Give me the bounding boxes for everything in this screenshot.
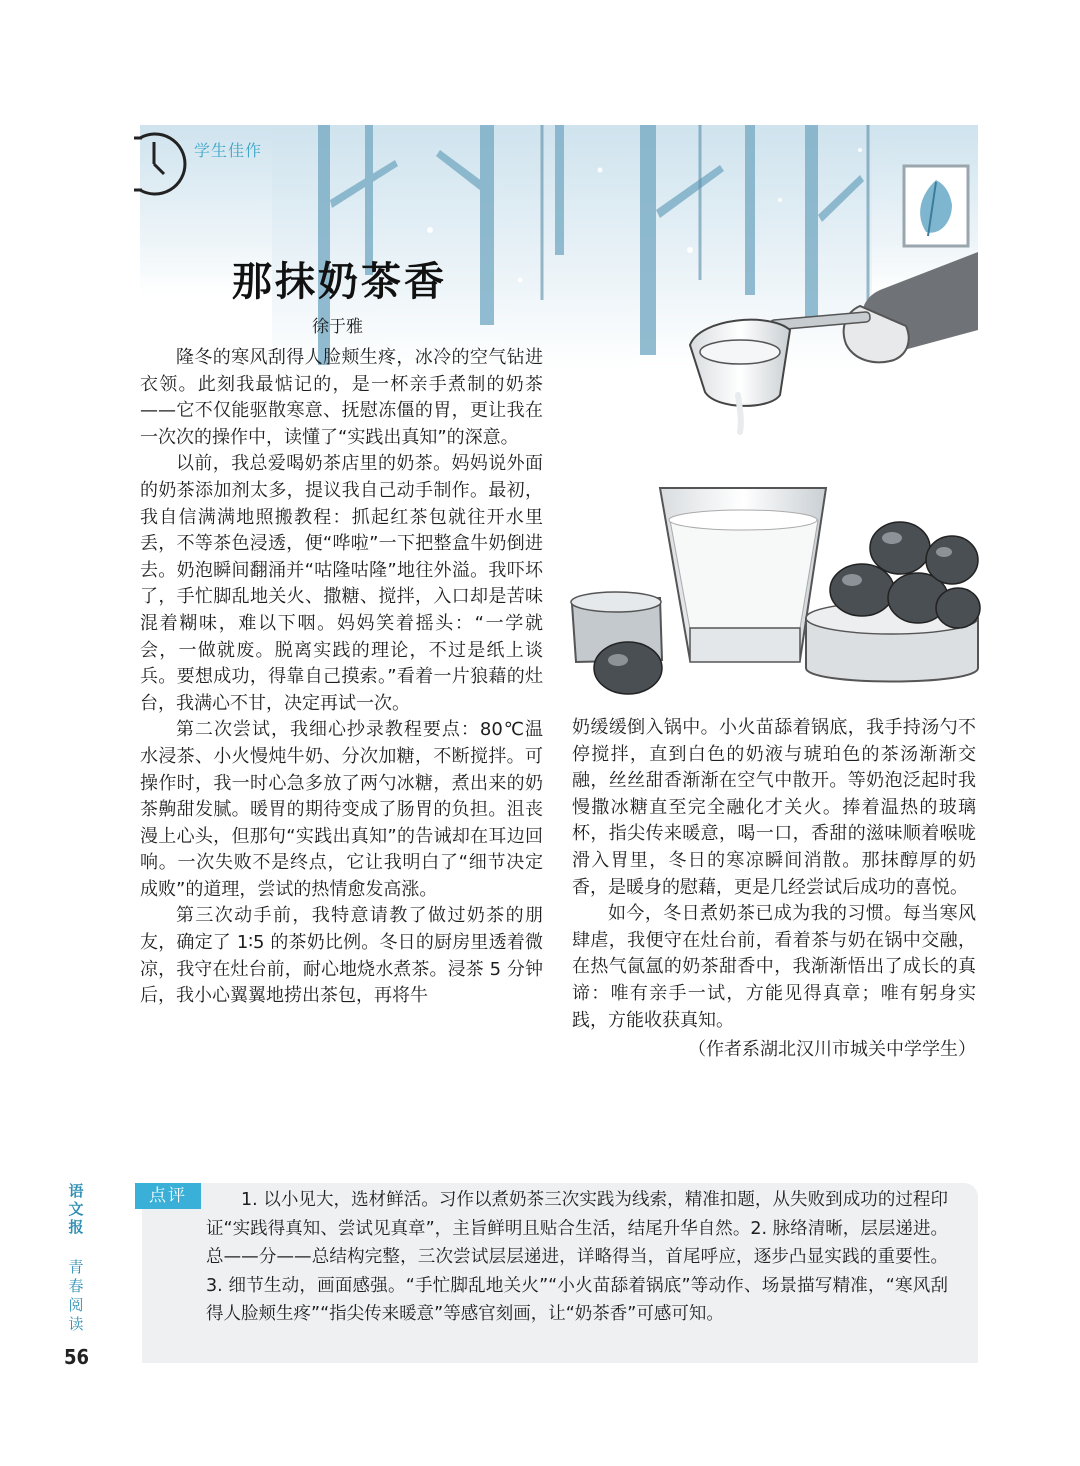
page-number: 56 [64,1345,90,1369]
paragraph: 如今，冬日煮奶茶已成为我的习惯。每当寒风肆虐，我便守在灶台前，看着茶与奶在锅中交融，在热气氤氲的奶茶甜香中，我渐渐悟出了成长的真谛：唯有亲手一试，方能见得真章；唯有躬身实践，方能收获真知。 [572,903,976,1031]
leaf-frame-icon [904,166,968,246]
paragraph: 奶缓缓倒入锅中。小火苗舔着锅底，我手持汤勺不停搅拌，直到白色的奶液与琥珀色的茶汤渐渐交融，丝丝甜香渐渐在空气中散开。等奶泡泛起时我慢撒冰糖直至完全融化才关火。捧着温热的玻璃杯，指尖传来暖意，喝一口，香甜的滋味顺着喉咙滑入胃里，冬日的寒凉瞬间消散。那抹醇厚的奶香，是暖身的慰藉，更是几经尝试后成功的喜悦。 [572,717,976,898]
publication-subtitle: 青春阅读 [68,1258,84,1333]
paragraph: 以前，我总爱喝奶茶店里的奶茶。妈妈说外面的奶茶添加剂太多，提议我自己动手制作。最初，我自信满满地照搬教程：抓起红茶包就往开水里丢，不等茶色浸透，便“哗啦”一下把整盒牛奶倒进去。奶泡瞬间翻涌并“咕隆咕隆”地往外溢。我吓坏了，手忙脚乱地关火、撒糖、搅拌，入口却是苦味混着糊味，难以下咽。妈妈笑着摇头：“一学就会，一做就废。脱离实践的理论，不过是纸上谈兵。要想成功，得靠自己摸索。”看着一片狼藉的灶台，我满心不甘，决定再试一次。 [140,453,543,714]
review-text: 1. 以小见大，选材鲜活。习作以煮奶茶三次实践为线索，精准扣题，从失败到成功的过程印证“实践得真知、尝试见真章”，主旨鲜明且贴合生活，结尾升华自然。2. 脉络清晰，层层递进。总——分——总结构完整，三次尝试层层递进，详略得当，首尾呼应，逐步凸显实践的重要性。3. 细节生动，画面感强。“手忙脚乱地关火”“小火苗舔着锅底”等动作、场景描写精准，“寒风刮得人脸颊生疼”“指尖传来暖意”等感官刻画，让“奶茶香”可感可知。 [206,1190,948,1324]
article-author: 徐于雅 [312,317,363,337]
review-tag: 点评 [135,1183,201,1209]
article-left-column [140,345,543,1010]
section-tag: 学生佳作 [194,141,263,160]
paragraph: 第二次尝试，我细心抄录教程要点：80℃温水浸茶、小火慢炖牛奶、分次加糖，不断搅拌。可操作时，我一时心急多放了两勺冰糖，煮出来的奶茶齁甜发腻。暖胃的期待变成了肠胃的负担。沮丧漫上心头，但那句“实践出真知”的告诫却在耳边回响。一次失败不是终点，它让我明白了“细节决定成败”的道理，尝试的热情愈发高涨。 [140,719,543,900]
paragraph: 第三次动手前，我特意请教了做过奶茶的朋友，确定了 1∶5 的茶奶比例。冬日的厨房里透着微凉，我守在灶台前，耐心地烧水煮茶。浸茶 5 分钟后，我小心翼翼地捞出茶包，再将牛 [140,905,543,1007]
clock-icon [132,128,194,200]
publication-logo: 语文报 [68,1182,84,1236]
article-right-column [572,715,976,1064]
milk-glass-icon [660,488,826,662]
author-byline: （作者系湖北汉川市城关中学学生） [688,1039,976,1061]
paragraph: 隆冬的寒风刮得人脸颊生疼，冰冷的空气钻进衣领。此刻我最惦记的，是一杯亲手煮制的奶茶——它不仅能驱散寒意、抚慰冻僵的胃，更让我在一次次的操作中，读懂了“实践出真知”的深意。 [140,347,543,448]
article-title: 那抹奶茶香 [232,259,447,305]
